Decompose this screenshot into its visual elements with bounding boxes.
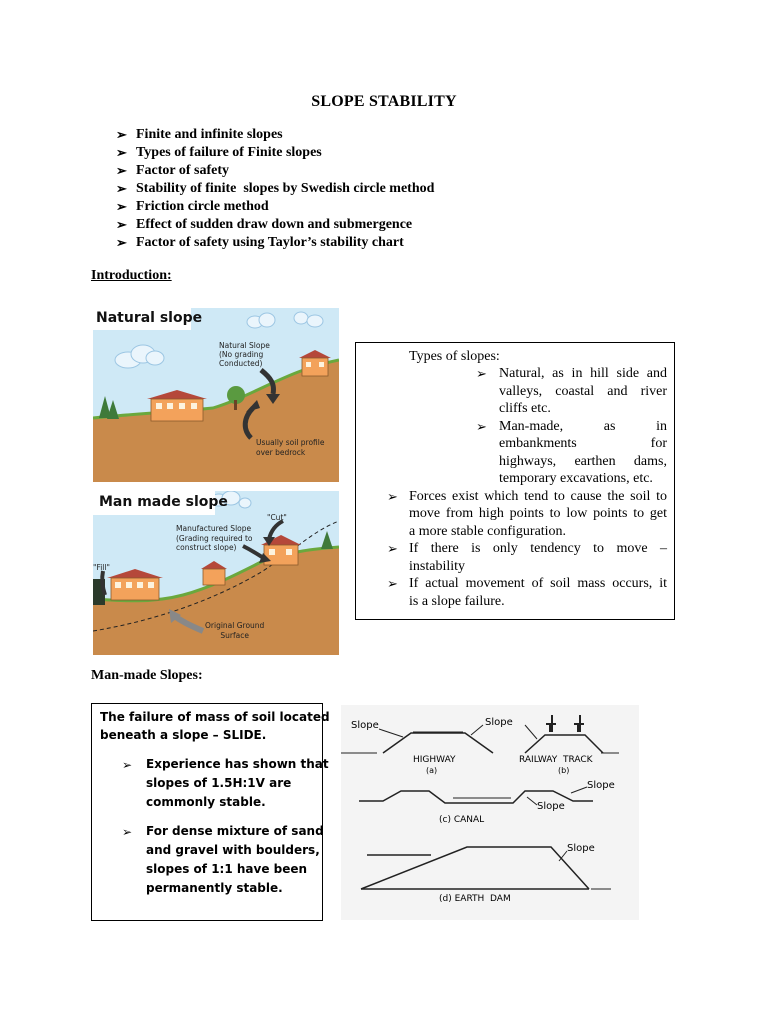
highway-label: HIGHWAY [413, 755, 456, 765]
list-item: ➢ Factor of safety using Taylor’s stability chart [116, 235, 404, 250]
box-heading: Types of slopes: [409, 349, 500, 364]
slope-label: Slope [351, 720, 379, 731]
arrow-bullet-icon: ➢ [476, 366, 487, 381]
figure-heading: Man made slope [99, 494, 228, 510]
earth-dam-label: (d) EARTH DAM [439, 894, 511, 904]
arrow-bullet-icon: ➢ [122, 758, 133, 772]
arrow-bullet-icon: ➢ [116, 163, 127, 178]
original-ground-label: Original Ground Surface [205, 621, 265, 640]
section-heading-introduction: Introduction: [91, 268, 172, 283]
canal-label: (c) CANAL [439, 815, 485, 825]
natural-slope-figure [93, 308, 339, 482]
label-a: (a) [426, 766, 438, 775]
arrow-bullet-icon: ➢ [116, 217, 127, 232]
list-item: ➢ Effect of sudden draw down and submergence [116, 217, 413, 232]
slope-cross-sections-figure [341, 705, 639, 920]
list-item: ➢ Types of failure of Finite slopes [116, 145, 322, 160]
arrow-bullet-icon: ➢ [387, 488, 398, 504]
section-heading-man-made-slopes: Man-made Slopes: [91, 668, 203, 683]
arrow-bullet-icon: ➢ [116, 181, 127, 196]
arrow-bullet-icon: ➢ [116, 145, 127, 160]
label-b: (b) [558, 766, 570, 775]
slope-label: Slope [537, 801, 565, 812]
page-title: SLOPE STABILITY [311, 93, 457, 110]
slope-label: Slope [587, 780, 615, 791]
arrow-bullet-icon: ➢ [387, 541, 398, 556]
list-item: ➢ Factor of safety [116, 163, 230, 178]
arrow-bullet-icon: ➢ [116, 199, 127, 214]
list-item: ➢ Stability of finite slopes by Swedish circle method [116, 181, 435, 196]
topic-list [116, 126, 434, 252]
types-of-slopes-box: Types of slopes: ➢ Natural, as in hill side and valleys, coastal and river cliffs etc. ➢ Man-made, as in embankments for highways, earthen dams, temporary excavations, etc. ➢ Forces exist which tend to cause the soil to move from high points to low points to get a more stable configuration. ➢ If there is only tendency to move – instability ➢ If actual movement of soil mass occurs, it is a slope failure. [355, 342, 675, 620]
cross-sections-illustration [341, 705, 639, 920]
cut-label: "Cut" [267, 513, 287, 522]
railway-label: RAILWAY TRACK [519, 755, 593, 765]
list-item: ➢ Friction circle method [116, 199, 269, 214]
arrow-bullet-icon: ➢ [116, 127, 127, 142]
manufactured-slope-label: Manufactured Slope (Grading required to construct slope) [176, 524, 253, 552]
natural-slope-label: Natural Slope (No grading Conducted) [219, 341, 270, 368]
slide-info-box: The failure of mass of soil located beneath a slope – SLIDE. ➢ Experience has shown that slopes of 1.5H:1V are commonly stable. ➢ For dense mixture of sand and gravel with boulders, slopes of 1:1 have been permanently stable. [91, 703, 323, 921]
arrow-bullet-icon: ➢ [476, 418, 487, 434]
fill-label: "Fill" [93, 563, 110, 572]
figure-heading: Natural slope [96, 310, 203, 326]
arrow-bullet-icon: ➢ [387, 576, 398, 591]
man-made-slope-figure [93, 491, 339, 655]
soil-profile-label: Usually soil profile over bedrock [256, 438, 325, 457]
list-item: ➢ Finite and infinite slopes [116, 127, 283, 142]
slope-label: Slope [485, 717, 513, 728]
slope-label: Slope [567, 843, 595, 854]
arrow-bullet-icon: ➢ [122, 825, 133, 839]
arrow-bullet-icon: ➢ [116, 235, 127, 250]
